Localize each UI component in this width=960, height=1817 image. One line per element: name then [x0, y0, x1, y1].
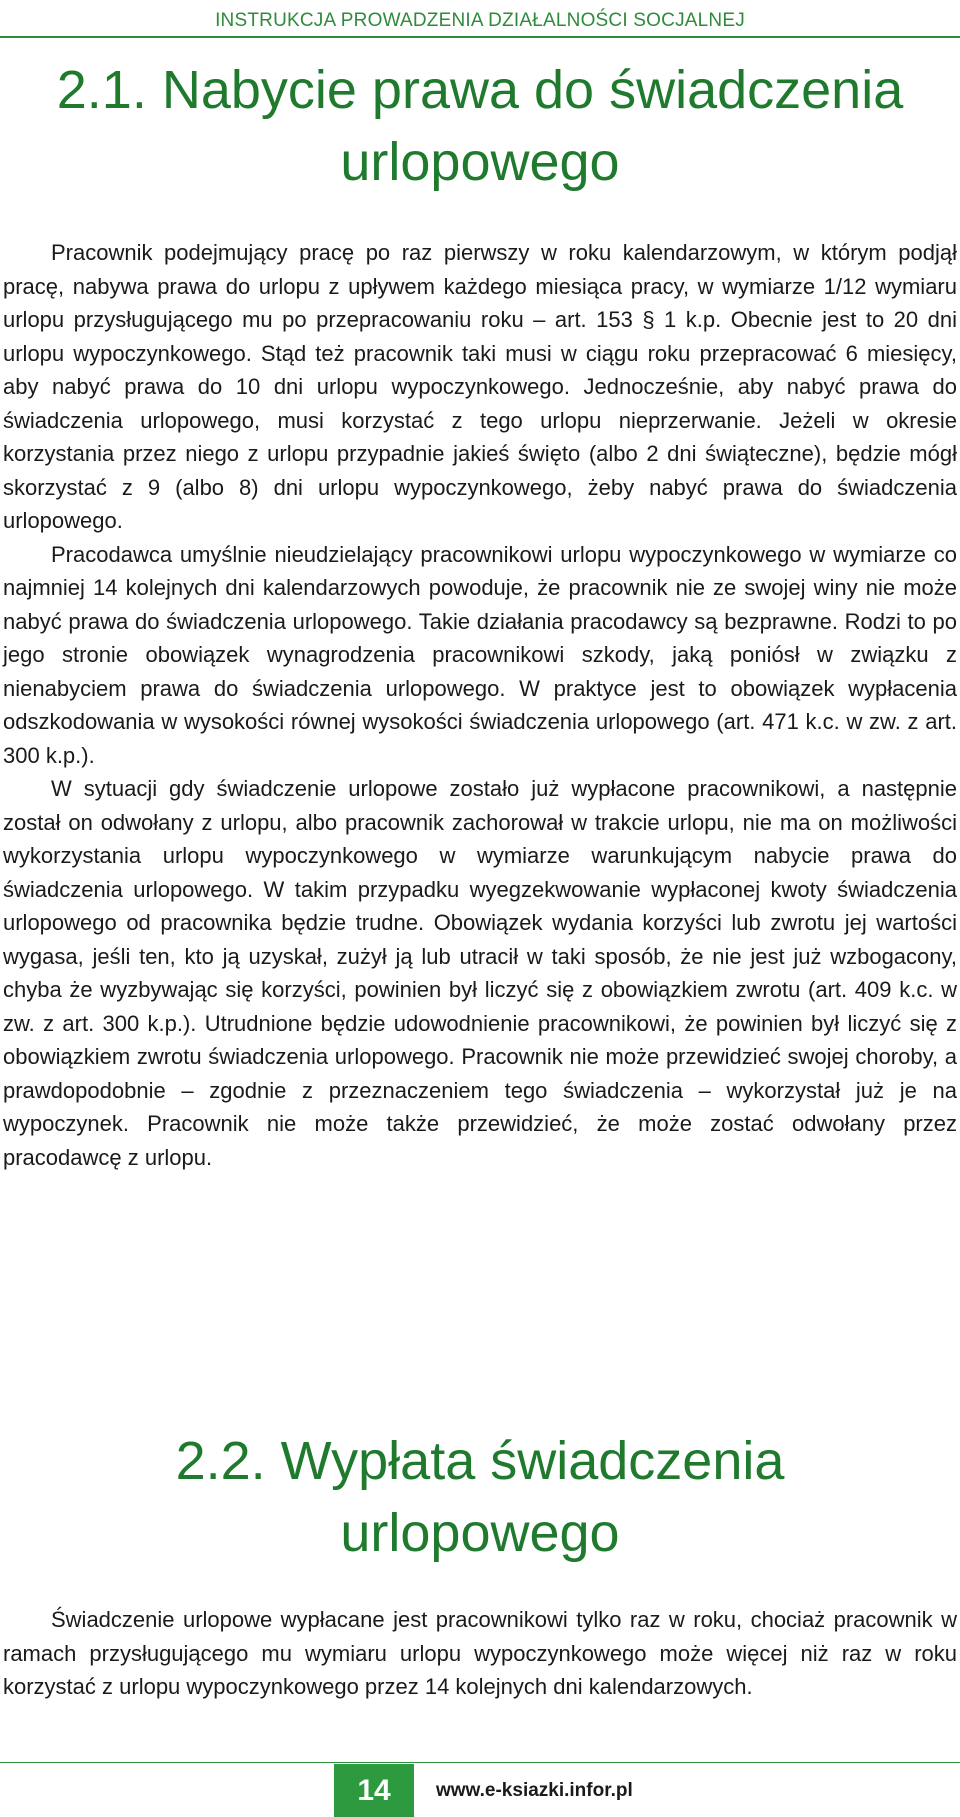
section-heading-2-1-line1: 2.1. Nabycie prawa do świadczenia	[56, 60, 904, 120]
paragraph: Pracownik podejmujący pracę po raz pierwszy w roku kalendarzowym, w którym podjął pracę, nabywa prawa do urlopu z upływem każdego miesiąca pracy, w wymiarze 1/12 wymiaru urlopu przysługującego mu po przepracowaniu roku – art. 153 § 1 k.p. Obecnie jest to 20 dni urlopu wypoczynkowego. Stąd też pracownik taki musi w ciągu roku przepracować 6 miesięcy, aby nabyć prawa do 10 dni urlopu wypoczynkowego. Jednocześnie, aby nabyć prawa do świadczenia urlopowego, musi korzystać z tego urlopu nieprzerwanie. Jeżeli w okresie korzystania przez niego z urlopu przypadnie jakieś święto (albo 2 dni świąteczne), będzie mógł skorzystać z 9 (albo 8) dni urlopu wypoczynkowego, żeby nabyć prawa do świadczenia urlopowego.	[3, 240, 957, 533]
section-heading-2-2-line2: urlopowego	[340, 1503, 620, 1563]
section-heading-2-2-line1: 2.2. Wypłata świadczenia	[175, 1431, 785, 1491]
paragraph: W sytuacji gdy świadczenie urlopowe zostało już wypłacone pracownikowi, a następnie został on odwołany z urlopu, albo pracownik zachorował w trakcie urlopu, nie ma on możliwości wykorzystania urlopu wypoczynkowego w wymiarze warunkującym nabycie prawa do świadczenia urlopowego. W takim przypadku wyegzekwowanie wypłaconej kwoty świadczenia urlopowego od pracownika będzie trudne. Obowiązek wydania korzyści lub zwrotu jej wartości wygasa, jeśli ten, kto ją uzyskał, zużył ją lub utracił w taki sposób, że nie jest już wzbogacony, chyba że wyzbywając się korzyści, powinien był liczyć się z obowiązkiem zwrotu (art. 409 k.c. w zw. z art. 300 k.p.). Utrudnione będzie udowodnienie pracownikowi, że powinien był liczyć się z obowiązkiem zwrotu świadczenia urlopowego. Pracownik nie może przewidzieć swojej choroby, a prawdopodobnie – zgodnie z przeznaczeniem tego świadczenia – wykorzystał już je na wypoczynek. Pracownik nie może także przewidzieć, że może zostać odwołany przez pracodawcę z urlopu.	[3, 776, 957, 1170]
section-heading-2-1-line2: urlopowego	[340, 132, 620, 192]
section-heading-2-2	[0, 1425, 960, 1569]
paragraph: Świadczenie urlopowe wypłacane jest pracownikowi tylko raz w roku, chociaż pracownik w ramach przysługującego mu wymiaru urlopu wypoczynkowego może więcej niż raz w roku korzystać z urlopu wypoczynkowego przez 14 kolejnych dni kalendarzowych.	[3, 1607, 957, 1699]
paragraph: Pracodawca umyślnie nieudzielający pracownikowi urlopu wypoczynkowego w wymiarze co najmniej 14 kolejnych dni kalendarzowych powoduje, że pracownik nie ze swojej winy nie może nabyć prawa do świadczenia urlopowego. Takie działania pracodawcy są bezprawne. Rodzi to po jego stronie obowiązek wynagrodzenia pracownikowi szkody, jaką poniósł w związku z nienabyciem prawa do świadczenia urlopowego. W praktyce jest to obowiązek wypłacenia odszkodowania w wysokości równej wysokości świadczenia urlopowego (art. 471 k.c. w zw. z art. 300 k.p.).	[3, 541, 957, 768]
running-header: INSTRUKCJA PROWADZENIA DZIAŁALNOŚCI SOCJALNEJ	[215, 10, 745, 31]
footer-url: www.e-ksiazki.infor.pl	[436, 1780, 633, 1801]
section-heading-2-1	[0, 54, 960, 198]
page-number: 14	[334, 1764, 414, 1817]
header-rule	[0, 36, 960, 38]
section-2-2-body	[3, 1603, 957, 1704]
section-2-1-body	[3, 236, 957, 1174]
footer-rule	[0, 1762, 960, 1763]
